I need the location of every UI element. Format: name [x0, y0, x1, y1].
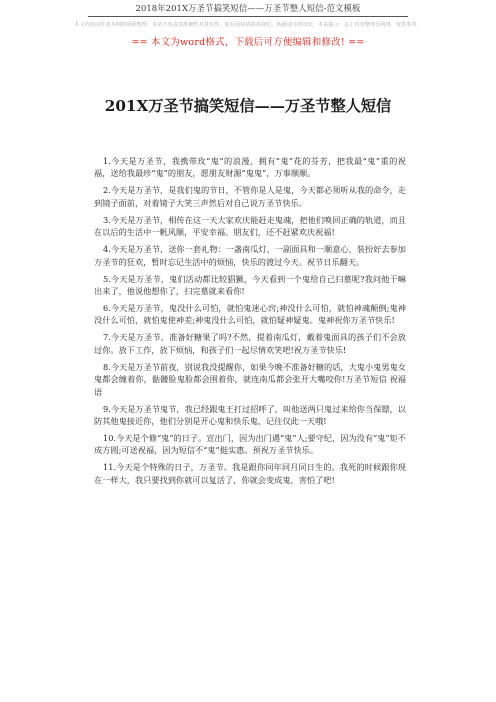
- disclaimer-text: 本文内容由作者本网络资源整理，本站不负责其准确性及真实性，如有侵权请联系我们。转载请注明出处，本站提示：以上内容整理自网络，仅供参考。: [74, 22, 422, 28]
- paragraph-8: 8.今天是万圣节前夜，别说我没提醒你，如果今晚不准备好糖的话，大鬼小鬼男鬼女鬼都会缠着你，骷髅脸鬼脸都会围着你，就连南瓜都会张开大嘴咬你!万圣节短信 祝福语: [94, 361, 406, 397]
- running-header: 2018年201X万圣节搞笑短信——万圣节整人短信-范文模板: [135, 3, 361, 13]
- paragraph-5: 5.今天是万圣节，鬼们活动都比较猖獗，今天看到一个鬼给自己扫墓呢?我问他干嘛出来了，他说他想你了，扫完墓就来看你!: [94, 273, 406, 297]
- document-title: 201X万圣节搞笑短信——万圣节整人短信: [104, 97, 392, 115]
- paragraph-3: 3.今天是万圣节，相传在这一天大家欢庆能赶走鬼魂，把他们唤回正确的轨道，而且在以后的生活中一帆风顺，平安幸福。朋友们，还不赶紧欢庆祝福!: [94, 214, 406, 238]
- paragraph-6: 6.今天是万圣节，鬼没什么可怕，就怕鬼迷心窍;神没什么可怕，就怕神魂颠倒;鬼神没什么可怕，就怕鬼使神差;神鬼没什么可怕，就怕疑神疑鬼。鬼神祝你万圣节快乐!: [94, 303, 406, 326]
- paragraph-1: 1.今天是万圣节，我携带玫“鬼”的浪漫，拥有“鬼”花的芬芳，把我最“鬼”重的祝福，送给我最珍“鬼”的朋友，愿朋友财源“鬼鬼”，万事顺顺。: [94, 156, 406, 179]
- paragraph-4: 4.今天是万圣节，送你一套礼物：一盏南瓜灯、一副面具和一顺意心，装扮好去参加万圣节的狂欢，暂时忘记生活中的烦恼，快乐的渡过今天。祝节日乐翻天。: [94, 244, 406, 267]
- paragraph-10: 10.今天是个修“鬼”的日子。宣出门，因为出门遇“鬼”人;要守纪，因为没有“鬼”矩不成方圆;可送祝福，因为短信不“鬼”挺实惠。预祝万圣节快乐。: [94, 433, 406, 456]
- paragraph-2: 2.今天是万圣节，是我们鬼的节日，不管你是人是鬼，今天都必须听从我的命令，走到镜子面前，对着镜子大笑三声然后对自己说万圣节快乐。: [94, 185, 406, 208]
- document-body: [94, 155, 406, 491]
- word-format-notice: == 本文为word格式，下载后可方便编辑和修改! ==: [131, 37, 365, 48]
- paragraph-9: 9.今天是万圣节鬼节，我已经跟鬼王打过招呼了，叫他送两只鬼过来给你当保镖，以防其他鬼接近你，他们分别是开心鬼和快乐鬼，记住仅此一天哦!: [94, 403, 406, 427]
- paragraph-7: 7.今天是万圣节，准备好糖果了吗?不然，提着南瓜灯，戴着鬼面具的孩子们不会放过你。放下工作，放下烦恼，和孩子们一起尽情欢笑吧!祝万圣节快乐!: [94, 332, 406, 355]
- header-divider: [88, 16, 408, 17]
- paragraph-11: 11.今天是个特殊的日子，万圣节。我是跟你同年同月同日生的。我死的时候跟你现在一样大，我只要找到你就可以复活了，你就会变成鬼，害怕了吧!: [94, 462, 406, 485]
